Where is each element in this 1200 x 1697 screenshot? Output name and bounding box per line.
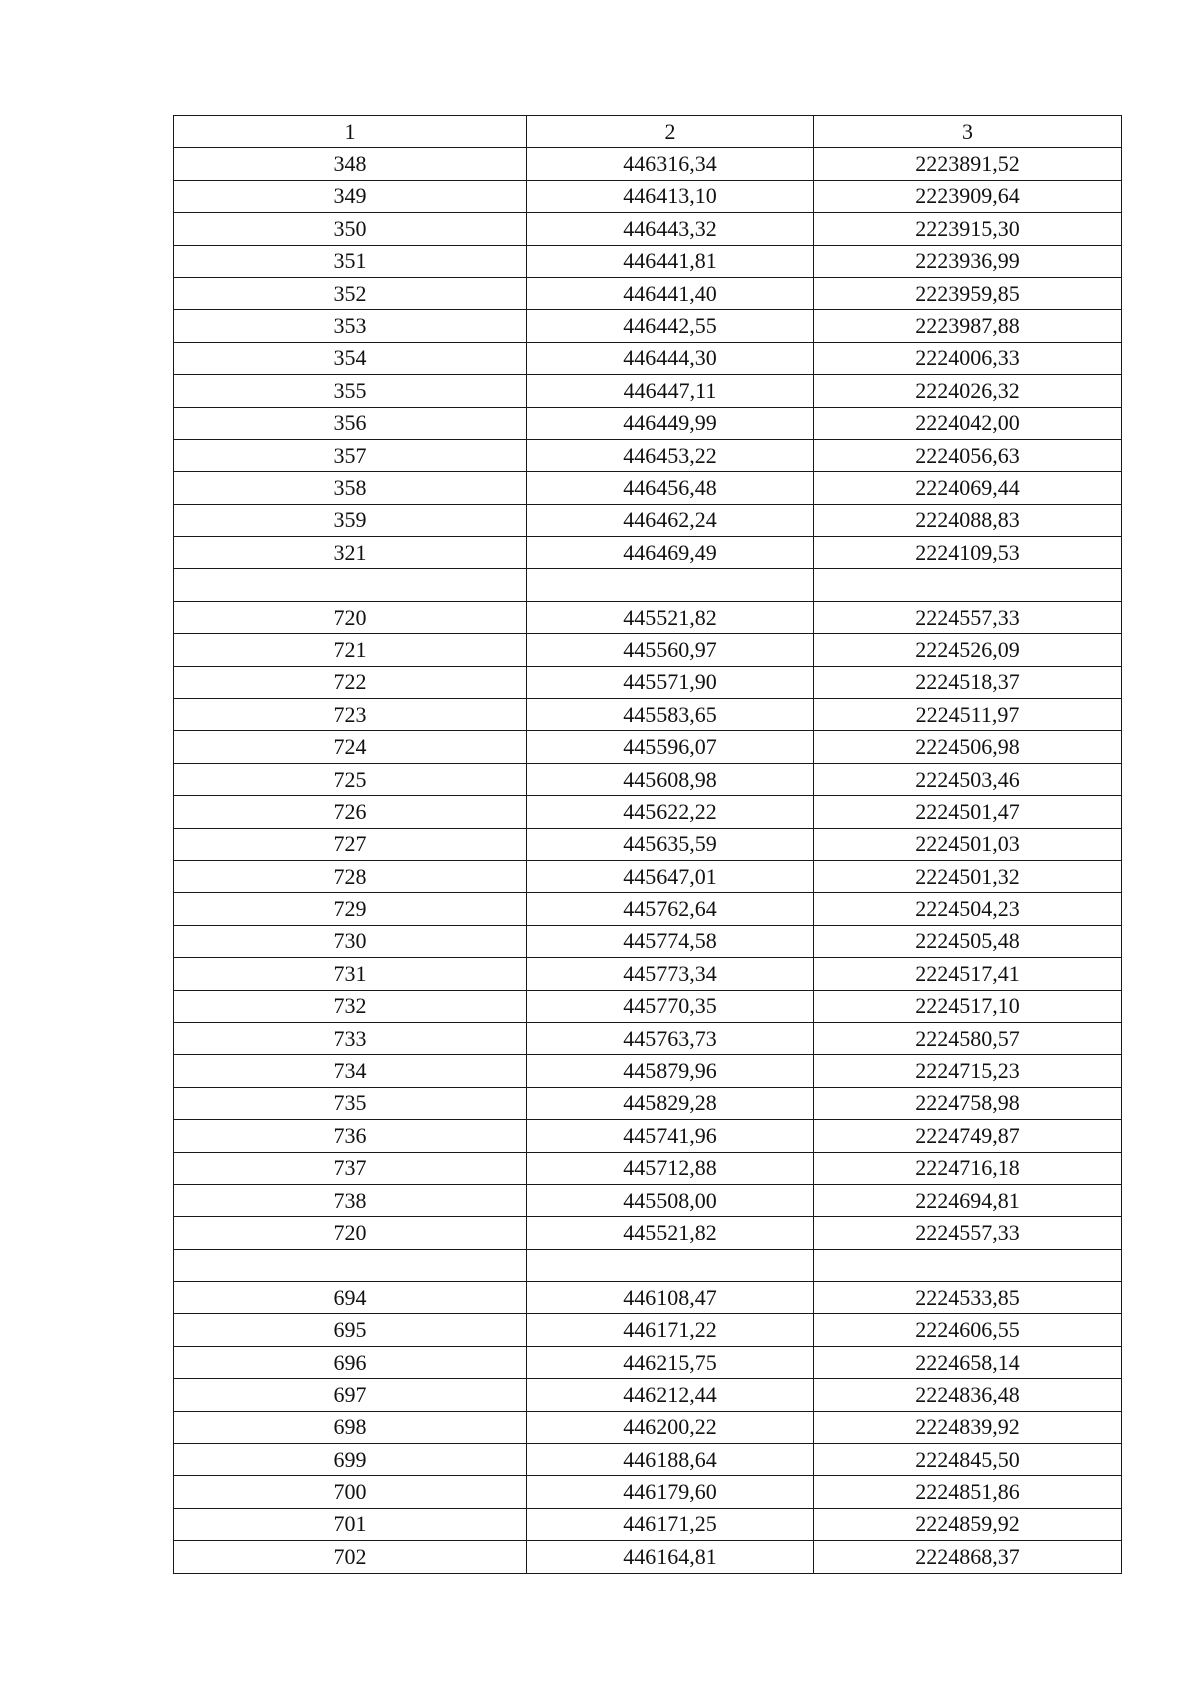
x-coordinate-cell: 445508,00 — [527, 1184, 814, 1216]
table-row — [174, 1379, 1122, 1411]
y-coordinate-cell: 2224026,32 — [814, 375, 1122, 407]
point-number-cell: 720 — [174, 1217, 527, 1249]
x-coordinate-cell — [527, 1249, 814, 1281]
point-number-cell: 732 — [174, 990, 527, 1022]
y-coordinate-cell: 2224056,63 — [814, 439, 1122, 471]
x-coordinate-cell: 446171,22 — [527, 1314, 814, 1346]
table-row — [174, 504, 1122, 536]
point-number-cell: 722 — [174, 666, 527, 698]
table-row — [174, 472, 1122, 504]
table-row — [174, 699, 1122, 731]
x-coordinate-cell: 446469,49 — [527, 537, 814, 569]
point-number-cell: 695 — [174, 1314, 527, 1346]
table-row — [174, 180, 1122, 212]
table-row — [174, 1411, 1122, 1443]
x-coordinate-cell: 445521,82 — [527, 1217, 814, 1249]
y-coordinate-cell: 2224501,03 — [814, 828, 1122, 860]
table-row — [174, 1184, 1122, 1216]
point-number-cell: 725 — [174, 763, 527, 795]
point-number-cell: 702 — [174, 1541, 527, 1573]
point-number-cell: 723 — [174, 699, 527, 731]
table-row — [174, 1314, 1122, 1346]
y-coordinate-cell — [814, 569, 1122, 601]
table-row — [174, 893, 1122, 925]
column-header-2: 2 — [527, 116, 814, 148]
table-row — [174, 310, 1122, 342]
table-row — [174, 1152, 1122, 1184]
point-number-cell: 349 — [174, 180, 527, 212]
x-coordinate-cell: 446171,25 — [527, 1508, 814, 1540]
y-coordinate-cell: 2224836,48 — [814, 1379, 1122, 1411]
point-number-cell: 721 — [174, 634, 527, 666]
y-coordinate-cell: 2224505,48 — [814, 925, 1122, 957]
table-row — [174, 731, 1122, 763]
y-coordinate-cell: 2223915,30 — [814, 213, 1122, 245]
point-number-cell: 356 — [174, 407, 527, 439]
point-number-cell: 726 — [174, 796, 527, 828]
x-coordinate-cell: 446444,30 — [527, 342, 814, 374]
x-coordinate-cell: 446212,44 — [527, 1379, 814, 1411]
table-row — [174, 796, 1122, 828]
table-row — [174, 1022, 1122, 1054]
y-coordinate-cell: 2224504,23 — [814, 893, 1122, 925]
x-coordinate-cell: 446200,22 — [527, 1411, 814, 1443]
point-number-cell: 738 — [174, 1184, 527, 1216]
table-row — [174, 925, 1122, 957]
y-coordinate-cell: 2224758,98 — [814, 1087, 1122, 1119]
table-row — [174, 1508, 1122, 1540]
x-coordinate-cell: 445829,28 — [527, 1087, 814, 1119]
table-row — [174, 601, 1122, 633]
x-coordinate-cell: 445712,88 — [527, 1152, 814, 1184]
x-coordinate-cell: 445647,01 — [527, 860, 814, 892]
table-row — [174, 1087, 1122, 1119]
point-number-cell: 694 — [174, 1282, 527, 1314]
point-number-cell: 737 — [174, 1152, 527, 1184]
point-number-cell: 735 — [174, 1087, 527, 1119]
point-number-cell: 351 — [174, 245, 527, 277]
table-row — [174, 407, 1122, 439]
table-row — [174, 439, 1122, 471]
table-row — [174, 213, 1122, 245]
point-number-cell: 353 — [174, 310, 527, 342]
y-coordinate-cell: 2224658,14 — [814, 1346, 1122, 1378]
x-coordinate-cell: 445608,98 — [527, 763, 814, 795]
point-number-cell: 728 — [174, 860, 527, 892]
table-row — [174, 245, 1122, 277]
point-number-cell: 731 — [174, 958, 527, 990]
x-coordinate-cell: 446453,22 — [527, 439, 814, 471]
table-row — [174, 990, 1122, 1022]
y-coordinate-cell: 2224533,85 — [814, 1282, 1122, 1314]
x-coordinate-cell: 446447,11 — [527, 375, 814, 407]
table-row — [174, 634, 1122, 666]
y-coordinate-cell: 2224580,57 — [814, 1022, 1122, 1054]
x-coordinate-cell: 446462,24 — [527, 504, 814, 536]
coordinates-table — [173, 115, 1122, 1574]
point-number-cell: 727 — [174, 828, 527, 860]
y-coordinate-cell: 2223987,88 — [814, 310, 1122, 342]
point-number-cell: 350 — [174, 213, 527, 245]
point-number-cell: 733 — [174, 1022, 527, 1054]
y-coordinate-cell: 2224511,97 — [814, 699, 1122, 731]
table-row — [174, 1444, 1122, 1476]
y-coordinate-cell: 2223891,52 — [814, 148, 1122, 180]
column-header-3: 3 — [814, 116, 1122, 148]
point-number-cell: 698 — [174, 1411, 527, 1443]
point-number-cell: 724 — [174, 731, 527, 763]
y-coordinate-cell: 2224506,98 — [814, 731, 1122, 763]
x-coordinate-cell: 446441,40 — [527, 277, 814, 309]
y-coordinate-cell: 2224859,92 — [814, 1508, 1122, 1540]
point-number-cell — [174, 1249, 527, 1281]
point-number-cell: 700 — [174, 1476, 527, 1508]
y-coordinate-cell: 2223959,85 — [814, 277, 1122, 309]
x-coordinate-cell: 445762,64 — [527, 893, 814, 925]
table-row — [174, 666, 1122, 698]
table-row — [174, 1346, 1122, 1378]
table-row — [174, 958, 1122, 990]
x-coordinate-cell: 446449,99 — [527, 407, 814, 439]
table-row — [174, 860, 1122, 892]
x-coordinate-cell: 446164,81 — [527, 1541, 814, 1573]
table-row — [174, 1541, 1122, 1573]
point-number-cell: 697 — [174, 1379, 527, 1411]
table-row — [174, 1120, 1122, 1152]
y-coordinate-cell: 2224501,47 — [814, 796, 1122, 828]
x-coordinate-cell: 446108,47 — [527, 1282, 814, 1314]
y-coordinate-cell: 2224715,23 — [814, 1055, 1122, 1087]
x-coordinate-cell: 445763,73 — [527, 1022, 814, 1054]
point-number-cell: 696 — [174, 1346, 527, 1378]
table-header-row — [174, 116, 1122, 148]
point-number-cell: 729 — [174, 893, 527, 925]
y-coordinate-cell: 2224839,92 — [814, 1411, 1122, 1443]
x-coordinate-cell: 445622,22 — [527, 796, 814, 828]
point-number-cell: 358 — [174, 472, 527, 504]
table-row — [174, 375, 1122, 407]
table-row — [174, 342, 1122, 374]
y-coordinate-cell: 2224694,81 — [814, 1184, 1122, 1216]
table-row — [174, 828, 1122, 860]
x-coordinate-cell: 445583,65 — [527, 699, 814, 731]
table-row — [174, 537, 1122, 569]
x-coordinate-cell: 445521,82 — [527, 601, 814, 633]
x-coordinate-cell: 445774,58 — [527, 925, 814, 957]
x-coordinate-cell: 445741,96 — [527, 1120, 814, 1152]
y-coordinate-cell: 2224069,44 — [814, 472, 1122, 504]
x-coordinate-cell: 446215,75 — [527, 1346, 814, 1378]
table-body — [174, 148, 1122, 1573]
y-coordinate-cell: 2223936,99 — [814, 245, 1122, 277]
x-coordinate-cell: 446413,10 — [527, 180, 814, 212]
y-coordinate-cell: 2224557,33 — [814, 1217, 1122, 1249]
table-row — [174, 1476, 1122, 1508]
y-coordinate-cell: 2224851,86 — [814, 1476, 1122, 1508]
point-number-cell: 720 — [174, 601, 527, 633]
point-number-cell: 736 — [174, 1120, 527, 1152]
x-coordinate-cell: 446441,81 — [527, 245, 814, 277]
x-coordinate-cell: 446188,64 — [527, 1444, 814, 1476]
table-row — [174, 148, 1122, 180]
x-coordinate-cell: 445635,59 — [527, 828, 814, 860]
point-number-cell: 359 — [174, 504, 527, 536]
x-coordinate-cell: 446442,55 — [527, 310, 814, 342]
point-number-cell: 348 — [174, 148, 527, 180]
y-coordinate-cell: 2224606,55 — [814, 1314, 1122, 1346]
table-row — [174, 763, 1122, 795]
x-coordinate-cell: 445773,34 — [527, 958, 814, 990]
column-header-1: 1 — [174, 116, 527, 148]
y-coordinate-cell: 2224557,33 — [814, 601, 1122, 633]
x-coordinate-cell: 445571,90 — [527, 666, 814, 698]
point-number-cell: 357 — [174, 439, 527, 471]
x-coordinate-cell: 445879,96 — [527, 1055, 814, 1087]
y-coordinate-cell: 2224088,83 — [814, 504, 1122, 536]
x-coordinate-cell: 445770,35 — [527, 990, 814, 1022]
x-coordinate-cell: 445560,97 — [527, 634, 814, 666]
table-row — [174, 1249, 1122, 1281]
table-row — [174, 1282, 1122, 1314]
point-number-cell: 354 — [174, 342, 527, 374]
y-coordinate-cell: 2224845,50 — [814, 1444, 1122, 1476]
table-row — [174, 1055, 1122, 1087]
point-number-cell: 699 — [174, 1444, 527, 1476]
point-number-cell — [174, 569, 527, 601]
y-coordinate-cell: 2224518,37 — [814, 666, 1122, 698]
y-coordinate-cell: 2223909,64 — [814, 180, 1122, 212]
y-coordinate-cell: 2224716,18 — [814, 1152, 1122, 1184]
y-coordinate-cell: 2224517,41 — [814, 958, 1122, 990]
point-number-cell: 355 — [174, 375, 527, 407]
x-coordinate-cell — [527, 569, 814, 601]
y-coordinate-cell: 2224503,46 — [814, 763, 1122, 795]
y-coordinate-cell: 2224109,53 — [814, 537, 1122, 569]
table-row — [174, 1217, 1122, 1249]
table-row — [174, 569, 1122, 601]
y-coordinate-cell — [814, 1249, 1122, 1281]
point-number-cell: 321 — [174, 537, 527, 569]
point-number-cell: 734 — [174, 1055, 527, 1087]
point-number-cell: 730 — [174, 925, 527, 957]
point-number-cell: 701 — [174, 1508, 527, 1540]
point-number-cell: 352 — [174, 277, 527, 309]
y-coordinate-cell: 2224526,09 — [814, 634, 1122, 666]
y-coordinate-cell: 2224517,10 — [814, 990, 1122, 1022]
x-coordinate-cell: 446179,60 — [527, 1476, 814, 1508]
table-row — [174, 277, 1122, 309]
y-coordinate-cell: 2224501,32 — [814, 860, 1122, 892]
x-coordinate-cell: 446443,32 — [527, 213, 814, 245]
y-coordinate-cell: 2224749,87 — [814, 1120, 1122, 1152]
x-coordinate-cell: 446316,34 — [527, 148, 814, 180]
y-coordinate-cell: 2224868,37 — [814, 1541, 1122, 1573]
y-coordinate-cell: 2224042,00 — [814, 407, 1122, 439]
y-coordinate-cell: 2224006,33 — [814, 342, 1122, 374]
x-coordinate-cell: 445596,07 — [527, 731, 814, 763]
x-coordinate-cell: 446456,48 — [527, 472, 814, 504]
